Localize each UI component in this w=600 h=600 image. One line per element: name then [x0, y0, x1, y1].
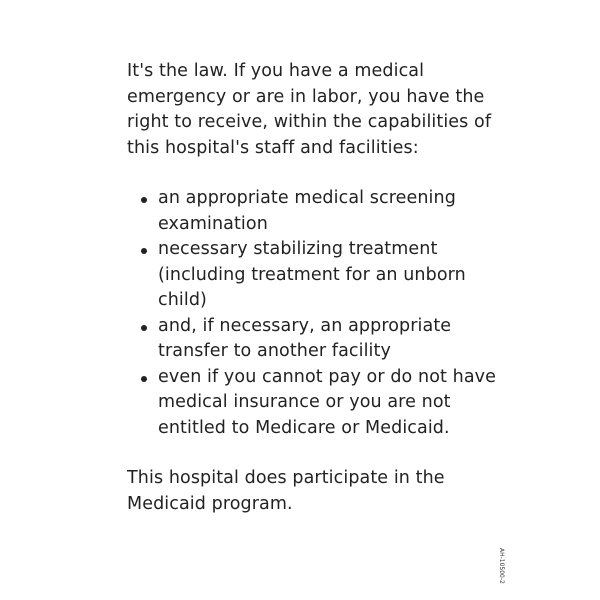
bullet-icon	[141, 325, 147, 331]
closing-paragraph: This hospital does participate in the Medicaid program.	[127, 468, 445, 514]
list-item	[158, 314, 507, 365]
form-code: AH-10500-2	[498, 548, 505, 584]
bullet-icon	[141, 197, 147, 203]
bullet-icon	[141, 248, 147, 254]
intro-paragraph: It's the law. If you have a medical emergency or are in labor, you have the right to receive, within the capabilities of this hospital's staff and facilities:	[127, 61, 492, 158]
list-item-text: an appropriate medical screening examination	[158, 188, 456, 234]
list-item	[158, 186, 507, 237]
list-item	[158, 237, 507, 314]
list-item-text: necessary stabilizing treatment (including treatment for an unborn child)	[158, 239, 466, 310]
notice-body	[127, 59, 507, 517]
rights-list	[127, 186, 507, 441]
list-item-text: and, if necessary, an appropriate transfer to another facility	[158, 315, 452, 361]
list-item	[158, 365, 507, 442]
bullet-icon	[141, 376, 147, 382]
list-item-text: even if you cannot pay or do not have medical insurance or you are not entitled to Medicare or Medicaid.	[158, 366, 496, 438]
